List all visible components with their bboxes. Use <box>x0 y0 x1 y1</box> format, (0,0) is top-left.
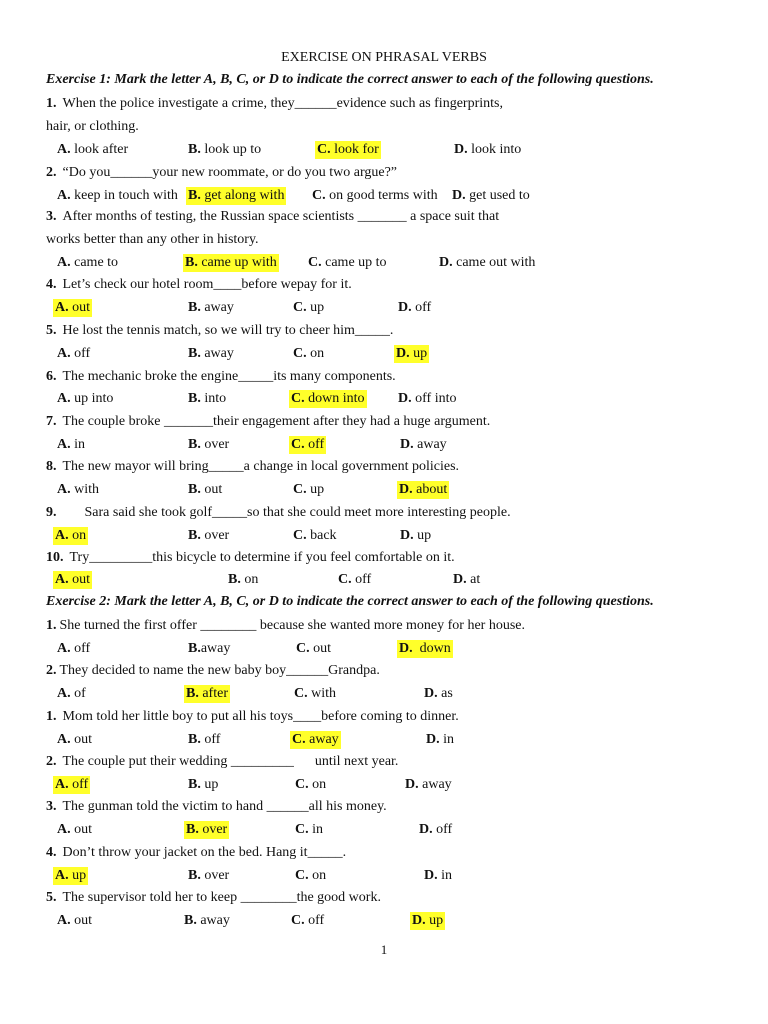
option-a[interactable] <box>55 254 120 272</box>
option-c[interactable] <box>336 571 373 589</box>
option-text: up into <box>70 391 114 406</box>
option-b[interactable] <box>186 867 231 885</box>
option-letter: B. <box>188 391 201 406</box>
option-b-answer[interactable] <box>184 685 230 703</box>
option-letter: D. <box>453 572 467 587</box>
question-stem: The couple put their wedding _________ until next year. <box>62 754 399 769</box>
question-stem: The supervisor told her to keep ________the good work. <box>62 890 381 905</box>
option-letter: C. <box>293 528 307 543</box>
option-c-answer[interactable] <box>315 141 381 159</box>
question-number: 8. <box>46 459 57 474</box>
question-text <box>46 368 396 386</box>
option-letter: D. <box>400 437 414 452</box>
page-number: 1 <box>380 942 388 957</box>
option-letter: B. <box>186 822 199 837</box>
option-b[interactable] <box>186 640 232 658</box>
option-letter: D. <box>399 641 413 656</box>
option-letter: D. <box>399 482 413 497</box>
option-letter: B. <box>184 913 197 928</box>
question-stem: Try_________this bicycle to determine if you feel comfortable on it. <box>69 550 455 565</box>
option-c-answer[interactable] <box>289 436 326 454</box>
question-stem: The mechanic broke the engine_____its many components. <box>62 369 396 384</box>
question-text <box>46 95 503 113</box>
option-letter: B. <box>188 142 201 157</box>
option-letter: B. <box>188 641 201 656</box>
option-d[interactable] <box>396 299 433 317</box>
option-text: on good terms with <box>325 188 438 203</box>
option-letter: D. <box>398 300 412 315</box>
option-text: look for <box>330 142 379 157</box>
option-letter: B. <box>188 732 201 747</box>
option-text: away <box>200 300 234 315</box>
option-text: out <box>309 641 332 656</box>
option-c[interactable] <box>294 640 333 658</box>
option-a[interactable] <box>55 731 94 749</box>
question-number: 3. <box>46 209 57 224</box>
option-text: came to <box>70 255 119 270</box>
option-text: on <box>306 346 325 361</box>
option-text: off <box>351 572 372 587</box>
option-b[interactable] <box>186 390 228 408</box>
question-number: 7. <box>46 414 57 429</box>
question-stem: Let’s check our hotel room____before wepay for it. <box>62 277 352 292</box>
question-stem: The couple broke _______their engagement after they had a huge argument. <box>62 414 491 429</box>
option-letter: C. <box>295 777 309 792</box>
option-letter: C. <box>295 868 309 883</box>
option-text: away <box>200 641 231 656</box>
option-d[interactable] <box>450 187 532 205</box>
question-text <box>46 276 352 294</box>
option-a-answer[interactable] <box>53 776 90 794</box>
question-text <box>46 662 380 680</box>
option-a-answer[interactable] <box>53 867 88 885</box>
option-letter: D. <box>452 188 466 203</box>
question-stem: She turned the first offer ________ because she wanted more money for her house. <box>59 618 525 633</box>
question-number: 2. <box>46 165 57 180</box>
question-number: 4. <box>46 277 57 292</box>
option-text: as <box>437 686 453 701</box>
option-letter: D. <box>396 346 410 361</box>
option-c[interactable] <box>293 867 328 885</box>
option-d-answer[interactable] <box>410 912 445 930</box>
exercise-2-heading: Exercise 2: Mark the letter A, B, C, or D to indicate the correct answer to each of the following questions. <box>46 594 654 609</box>
option-b-answer[interactable] <box>184 821 229 839</box>
option-letter: D. <box>419 822 433 837</box>
question-number: 1. <box>46 96 57 111</box>
option-d[interactable] <box>398 527 433 545</box>
option-letter: A. <box>57 732 71 747</box>
option-text: up <box>409 346 428 361</box>
option-text: came up to <box>321 255 387 270</box>
option-letter: A. <box>55 528 69 543</box>
option-text: up <box>306 482 325 497</box>
option-letter: B. <box>188 482 201 497</box>
option-text: after <box>198 686 228 701</box>
option-letter: D. <box>400 528 414 543</box>
option-d[interactable] <box>437 254 537 272</box>
option-text: with <box>307 686 337 701</box>
option-text: over <box>200 437 230 452</box>
option-b-answer[interactable] <box>186 187 286 205</box>
option-text: up <box>68 868 87 883</box>
option-letter: A. <box>57 188 71 203</box>
option-b[interactable] <box>226 571 260 589</box>
option-letter: B. <box>188 300 201 315</box>
option-c[interactable] <box>310 187 440 205</box>
question-text <box>46 458 459 476</box>
option-d-answer[interactable] <box>394 345 429 363</box>
question-stem: When the police investigate a crime, they______evidence such as fingerprints, <box>62 96 503 111</box>
question-number: 9. <box>46 505 57 520</box>
option-letter: D. <box>412 913 426 928</box>
option-c[interactable] <box>289 912 326 930</box>
option-letter: B. <box>188 346 201 361</box>
option-text: up <box>306 300 325 315</box>
question-number: 1. <box>46 709 57 724</box>
option-text: came up with <box>197 255 277 270</box>
option-letter: C. <box>294 686 308 701</box>
question-text <box>46 164 397 182</box>
option-text: on <box>308 868 327 883</box>
exercise-1-heading: Exercise 1: Mark the letter A, B, C, or D to indicate the correct answer to each of the following questions. <box>46 72 654 87</box>
question-stem: Mom told her little boy to put all his toys____before coming to dinner. <box>62 709 459 724</box>
option-d[interactable] <box>398 436 449 454</box>
option-text: in <box>308 822 324 837</box>
option-letter: A. <box>57 641 71 656</box>
question-number: 2. <box>46 754 57 769</box>
option-letter: D. <box>426 732 440 747</box>
option-letter: A. <box>55 300 69 315</box>
option-b[interactable] <box>186 731 222 749</box>
question-number: 4. <box>46 845 57 860</box>
option-text: keep in touch with <box>70 188 178 203</box>
option-text: out <box>200 482 223 497</box>
question-continuation: hair, or clothing. <box>46 119 139 134</box>
option-letter: C. <box>292 732 306 747</box>
option-letter: B. <box>188 528 201 543</box>
question-number: 3. <box>46 799 57 814</box>
option-letter: B. <box>188 188 201 203</box>
question-text <box>46 322 393 340</box>
option-text: off <box>432 822 453 837</box>
option-d[interactable] <box>424 731 456 749</box>
option-text: in <box>439 732 455 747</box>
question-stem: “Do you______your new roommate, or do you two argue?” <box>62 165 397 180</box>
question-number: 5. <box>46 323 57 338</box>
option-letter: A. <box>55 777 69 792</box>
option-letter: D. <box>454 142 468 157</box>
option-letter: A. <box>57 255 71 270</box>
option-text: off <box>70 346 91 361</box>
question-stem: Sara said she took golf_____so that she could meet more interesting people. <box>84 505 511 520</box>
question-number: 10. <box>46 550 64 565</box>
option-c[interactable] <box>291 481 326 499</box>
option-letter: C. <box>293 300 307 315</box>
option-text: out <box>68 300 91 315</box>
option-d[interactable] <box>452 141 523 159</box>
option-d[interactable] <box>403 776 454 794</box>
question-stem: After months of testing, the Russian space scientists _______ a space suit that <box>62 209 500 224</box>
option-letter: A. <box>57 822 71 837</box>
question-number: 5. <box>46 890 57 905</box>
option-a[interactable] <box>55 345 92 363</box>
option-letter: C. <box>293 482 307 497</box>
option-text: of <box>70 686 86 701</box>
option-text: on <box>240 572 259 587</box>
option-letter: A. <box>55 572 69 587</box>
option-letter: D. <box>405 777 419 792</box>
option-text: down into <box>304 391 365 406</box>
option-text: off <box>68 777 89 792</box>
option-text: look after <box>70 142 129 157</box>
option-c-answer[interactable] <box>290 731 341 749</box>
option-a[interactable] <box>55 685 88 703</box>
option-c[interactable] <box>293 821 325 839</box>
option-text: up <box>200 777 219 792</box>
option-letter: A. <box>57 913 71 928</box>
option-text: back <box>306 528 337 543</box>
question-stem: The gunman told the victim to hand ______all his money. <box>62 799 387 814</box>
option-letter: B. <box>228 572 241 587</box>
option-text: away <box>413 437 447 452</box>
option-text: about <box>412 482 448 497</box>
question-text <box>46 208 499 226</box>
option-a[interactable] <box>55 390 115 408</box>
option-letter: C. <box>317 142 331 157</box>
option-letter: B. <box>188 868 201 883</box>
option-a-answer[interactable] <box>53 299 92 317</box>
option-letter: C. <box>296 641 310 656</box>
option-text: off <box>70 641 91 656</box>
option-c[interactable] <box>306 254 389 272</box>
option-text: out <box>68 572 91 587</box>
option-letter: D. <box>424 686 438 701</box>
question-stem: The new mayor will bring_____a change in local government policies. <box>62 459 460 474</box>
option-letter: A. <box>57 482 71 497</box>
option-d-answer[interactable] <box>397 640 453 658</box>
option-text: down <box>412 641 451 656</box>
option-text: up <box>413 528 432 543</box>
option-text: in <box>437 868 453 883</box>
option-c[interactable] <box>293 776 328 794</box>
option-text: on <box>308 777 327 792</box>
question-text <box>46 708 459 726</box>
option-letter: A. <box>55 868 69 883</box>
option-c-answer[interactable] <box>289 390 367 408</box>
option-letter: C. <box>291 437 305 452</box>
option-a[interactable] <box>55 141 130 159</box>
question-text <box>46 413 490 431</box>
option-letter: B. <box>186 686 199 701</box>
option-b[interactable] <box>186 345 236 363</box>
option-text: away <box>305 732 339 747</box>
option-a[interactable] <box>55 436 87 454</box>
option-b[interactable] <box>186 481 224 499</box>
option-b[interactable] <box>186 776 220 794</box>
question-stem: They decided to name the new baby boy______Grandpa. <box>59 663 380 678</box>
option-b[interactable] <box>186 299 236 317</box>
option-letter: B. <box>185 255 198 270</box>
option-text: with <box>70 482 100 497</box>
option-letter: A. <box>57 142 71 157</box>
option-letter: A. <box>57 391 71 406</box>
question-stem: He lost the tennis match, so we will try to cheer him_____. <box>62 323 394 338</box>
option-d[interactable] <box>422 867 454 885</box>
question-text <box>46 889 381 907</box>
option-letter: C. <box>338 572 352 587</box>
option-d[interactable] <box>451 571 482 589</box>
option-text: off into <box>411 391 457 406</box>
option-letter: C. <box>291 391 305 406</box>
option-letter: B. <box>188 437 201 452</box>
option-b[interactable] <box>186 527 231 545</box>
option-letter: B. <box>188 777 201 792</box>
option-letter: A. <box>57 686 71 701</box>
option-text: over <box>200 528 230 543</box>
option-text: look into <box>467 142 522 157</box>
option-letter: D. <box>398 391 412 406</box>
question-number: 2. <box>46 663 57 678</box>
question-text <box>46 753 398 771</box>
option-text: get along with <box>200 188 285 203</box>
question-text <box>46 844 346 862</box>
option-text: off <box>200 732 221 747</box>
option-text: away <box>418 777 452 792</box>
option-letter: C. <box>291 913 305 928</box>
question-text <box>46 504 511 522</box>
question-number: 6. <box>46 369 57 384</box>
question-text <box>46 617 525 635</box>
option-a[interactable] <box>55 912 94 930</box>
option-text: off <box>411 300 432 315</box>
option-letter: C. <box>308 255 322 270</box>
question-text <box>46 549 455 567</box>
option-letter: A. <box>57 437 71 452</box>
question-stem: Don’t throw your jacket on the bed. Hang it_____. <box>62 845 347 860</box>
option-text: in <box>70 437 86 452</box>
option-text: out <box>70 913 93 928</box>
option-text: away <box>196 913 230 928</box>
option-letter: C. <box>312 188 326 203</box>
option-letter: C. <box>293 346 307 361</box>
option-b[interactable] <box>182 912 232 930</box>
option-text: over <box>200 868 230 883</box>
option-letter: A. <box>57 346 71 361</box>
option-text: look up to <box>200 142 262 157</box>
option-d-answer[interactable] <box>397 481 449 499</box>
option-b[interactable] <box>186 436 231 454</box>
option-text: out <box>70 732 93 747</box>
option-text: over <box>198 822 228 837</box>
question-text <box>46 798 387 816</box>
option-d[interactable] <box>396 390 458 408</box>
option-a[interactable] <box>55 640 92 658</box>
option-b-answer[interactable] <box>183 254 279 272</box>
option-letter: D. <box>439 255 453 270</box>
option-letter: C. <box>295 822 309 837</box>
option-text: at <box>466 572 481 587</box>
option-a-answer[interactable] <box>53 571 92 589</box>
option-d[interactable] <box>417 821 454 839</box>
option-text: came out with <box>452 255 536 270</box>
option-c[interactable] <box>292 685 338 703</box>
option-text: off <box>304 913 325 928</box>
option-d[interactable] <box>422 685 455 703</box>
option-text: on <box>68 528 87 543</box>
option-a-answer[interactable] <box>53 527 88 545</box>
question-number: 1. <box>46 618 57 633</box>
option-text: up <box>425 913 444 928</box>
option-c[interactable] <box>291 527 339 545</box>
question-continuation: works better than any other in history. <box>46 232 259 247</box>
option-text: off <box>304 437 325 452</box>
option-text: into <box>200 391 227 406</box>
option-b[interactable] <box>186 141 263 159</box>
option-c[interactable] <box>291 345 326 363</box>
option-letter: D. <box>424 868 438 883</box>
option-a[interactable] <box>55 187 180 205</box>
page-title: EXERCISE ON PHRASAL VERBS <box>281 50 487 65</box>
option-text: get used to <box>465 188 530 203</box>
option-a[interactable] <box>55 821 94 839</box>
option-text: away <box>200 346 234 361</box>
option-a[interactable] <box>55 481 101 499</box>
option-text: out <box>70 822 93 837</box>
option-c[interactable] <box>291 299 326 317</box>
